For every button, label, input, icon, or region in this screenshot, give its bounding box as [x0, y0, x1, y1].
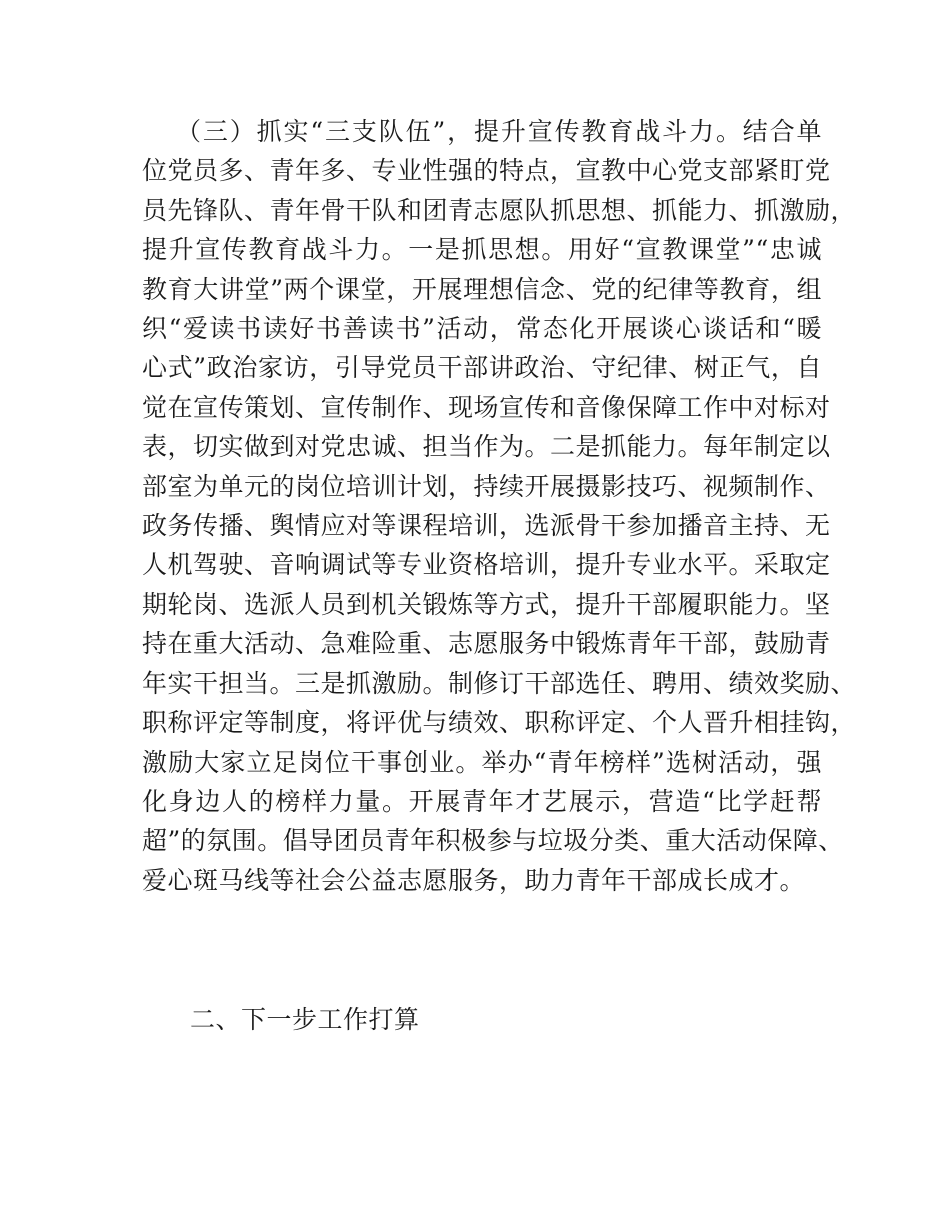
paragraph-line: 表，切实做到对党忠诚、担当作为。二是抓能力。每年制定以 [142, 432, 831, 462]
paragraph-line: 持在重大活动、急难险重、志愿服务中锻炼青年干部，鼓励青 [142, 629, 831, 659]
paragraph-line: 提升宣传教育战斗力。一是抓思想。用好“宣教课堂”“忠诚 [142, 235, 822, 265]
paragraph-line: 化身边人的榜样力量。开展青年才艺展示，营造“比学赶帮 [142, 786, 822, 816]
paragraph-line: 部室为单元的岗位培训计划，持续开展摄影技巧、视频制作、 [142, 471, 831, 501]
paragraph-line: 心式”政治家访，引导党员干部讲政治、守纪律、树正气，自 [142, 353, 822, 383]
paragraph-line: 期轮岗、选派人员到机关锻炼等方式，提升干部履职能力。坚 [142, 589, 831, 619]
paragraph-line: 爱心斑马线等社会公益志愿服务，助力青年干部成长成才。 [142, 865, 806, 895]
paragraph-line: 激励大家立足岗位干事创业。举办“青年榜样”选树活动，强 [142, 747, 822, 777]
paragraph-line: 人机驾驶、音响调试等专业资格培训，提升专业水平。采取定 [142, 550, 831, 580]
paragraph-line: 教育大讲堂”两个课堂，开展理想信念、党的纪律等教育，组 [142, 274, 822, 304]
paragraph-line: 位党员多、青年多、专业性强的特点，宣教中心党支部紧盯党 [142, 156, 831, 186]
body-paragraph [142, 112, 857, 900]
paragraph-line: 织“爱读书读好书善读书”活动，常态化开展谈心谈话和“暖 [142, 314, 822, 344]
paragraph-line: （三）抓实“三支队伍”，提升宣传教育战斗力。结合单 [176, 117, 822, 146]
section-heading: 二、下一步工作打算 [190, 1005, 420, 1034]
paragraph-line: 政务传播、舆情应对等课程培训，选派骨干参加播音主持、无 [142, 511, 831, 541]
paragraph-line: 职称评定等制度，将评优与绩效、职称评定、个人晋升相挂钩， [142, 708, 857, 738]
paragraph-line: 超”的氛围。倡导团员青年积极参与垃圾分类、重大活动保障、 [142, 826, 844, 856]
paragraph-line: 员先锋队、青年骨干队和团青志愿队抓思想、抓能力、抓激励， [142, 195, 857, 225]
paragraph-line: 觉在宣传策划、宣传制作、现场宣传和音像保障工作中对标对 [142, 392, 831, 422]
paragraph-line: 年实干担当。三是抓激励。制修订干部选任、聘用、绩效奖励、 [142, 668, 857, 698]
